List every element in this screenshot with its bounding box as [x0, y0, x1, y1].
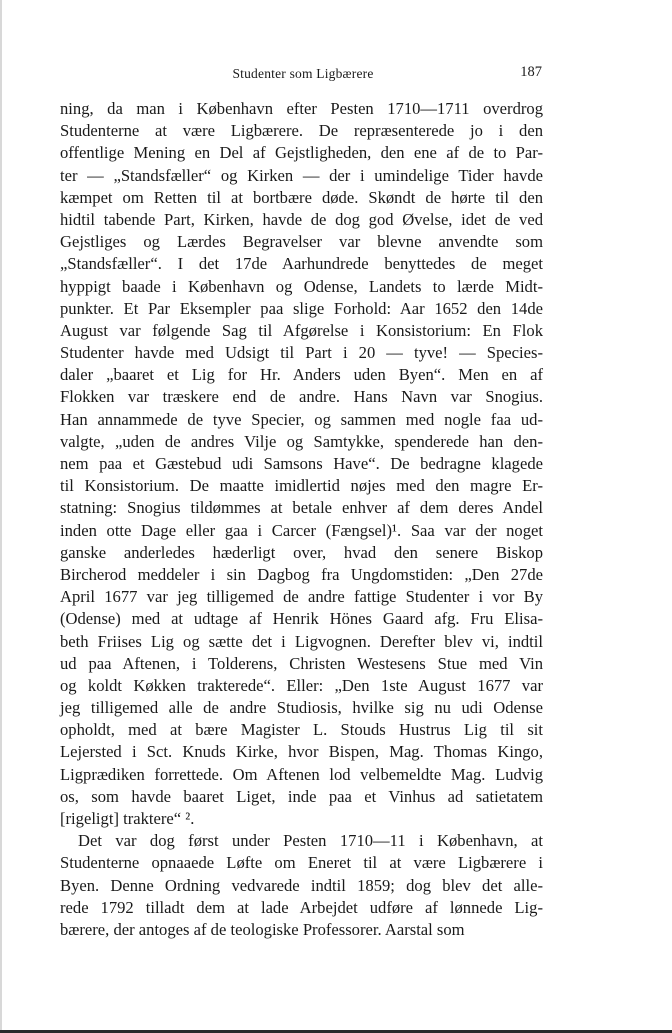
- text-line: Lejersted i Sct. Knuds Kirke, hvor Bispen, Mag. Thomas Kingo,: [60, 742, 543, 762]
- text-line: kæmpet om Retten til at bortbære døde. Skøndt de hørte til den: [60, 187, 543, 207]
- text-line: nem paa et Gæstebud udi Samsons Have“. De bedragne klagede: [60, 454, 543, 473]
- text-line: Bircherod meddeler i sin Dagbog fra Ungdomstiden: „Den 27de: [60, 564, 543, 584]
- running-title: Studenter som Ligbærere: [232, 66, 374, 81]
- text-line: Ligprædiken forrettede. Om Aftenen lod velbemeldte Mag. Ludvig: [60, 764, 543, 784]
- text-line: offentlige Mening en Del af Gejstligheden, den ene af de to Par-: [60, 143, 543, 163]
- text-line: Studenter havde med Udsigt til Part i 20 — tyve! — Species-: [60, 343, 543, 363]
- text-line: daler „baaret et Lig for Hr. Anders uden Byen“. Men en af: [60, 365, 543, 385]
- text-line: til Konsistorium. De maatte imidlertid nøjes med den magre Er-: [60, 476, 543, 496]
- text-line: og koldt Køkken trakterede“. Eller: „Den 1ste August 1677 var: [60, 675, 543, 695]
- text-line: Han annammede de tyve Specier, og sammen med nogle faa ud-: [60, 409, 543, 429]
- text-line: inden otte Dage eller gaa i Carcer (Fængsel)¹. Saa var der noget: [60, 520, 543, 540]
- text-line: April 1677 var jeg tilligemed de andre fattige Studenter i vor By: [60, 587, 543, 607]
- text-line: ning, da man i København efter Pesten 1710—1711 overdrog: [60, 99, 543, 118]
- text-line: os, som havde baaret Liget, inde paa et Vinhus ad satietatem: [60, 786, 543, 806]
- text-line: [rigeligt] traktere“ ².: [60, 809, 195, 828]
- text-line: hyppigt baade i København og Odense, Landets to lærde Midt-: [60, 276, 543, 296]
- text-line: Gejstliges og Lærdes Begravelser var blevne anvendte som: [60, 232, 543, 252]
- text-line: ter — „Standsfæller“ og Kirken — der i umindelige Tider havde: [60, 165, 543, 185]
- text-line: Flokken var træskere end de andre. Hans Navn var Snogius.: [60, 387, 543, 407]
- text-line: punkter. Et Par Eksempler paa slige Forhold: Aar 1652 den 14de: [60, 298, 543, 318]
- running-header: [60, 64, 546, 86]
- text-line: rede 1792 tilladt dem at lade Arbejdet udføre af lønnede Lig-: [60, 897, 543, 917]
- text-line: Byen. Denne Ordning vedvarede indtil 1859; dog blev det alle-: [60, 875, 543, 895]
- text-line: valgte, „uden de andres Vilje og Samtykke, spenderede han den-: [60, 431, 543, 451]
- text-line: statning: Snogius tildømmes at betale enhver af dem deres Andel: [60, 498, 543, 518]
- text-line: beth Friises Lig og sætte det i Ligvognen. Derefter blev vi, indtil: [60, 631, 543, 651]
- text-line: ganske anderledes hæderligt over, hvad den senere Biskop: [60, 542, 543, 562]
- text-line: (Odense) med at udtage af Henrik Hönes Gaard afg. Fru Elisa-: [60, 609, 543, 629]
- text-line: hidtil tabende Part, Kirken, havde de dog god Øvelse, idet de ved: [60, 209, 543, 229]
- text-line: opholdt, med at bære Magister L. Stouds Hustrus Lig til sit: [60, 720, 543, 740]
- page-left-edge: [0, 0, 2, 1033]
- text-line: Det var dog først under Pesten 1710—11 i København, at: [78, 831, 543, 851]
- page-number: 187: [520, 64, 542, 80]
- text-line: Studenterne at være Ligbærere. De repræsenterede jo i den: [60, 121, 543, 141]
- text-line: bærere, der antoges af de teologiske Professorer. Aarstal som: [60, 919, 465, 939]
- text-line: Studenterne opnaaede Løfte om Eneret til at være Ligbærere i: [60, 853, 543, 873]
- text-line: jeg tilligemed alle de andre Studiosis, hvilke sig nu udi Odense: [60, 698, 543, 718]
- text-line: ud paa Aftenen, i Tolderens, Christen Westesens Stue med Vin: [60, 653, 543, 673]
- text-line: August var følgende Sag til Afgørelse i Konsistorium: En Flok: [60, 320, 543, 340]
- body-text: [60, 98, 543, 941]
- text-line: „Standsfæller“. I det 17de Aarhundrede benyttedes de meget: [60, 254, 543, 274]
